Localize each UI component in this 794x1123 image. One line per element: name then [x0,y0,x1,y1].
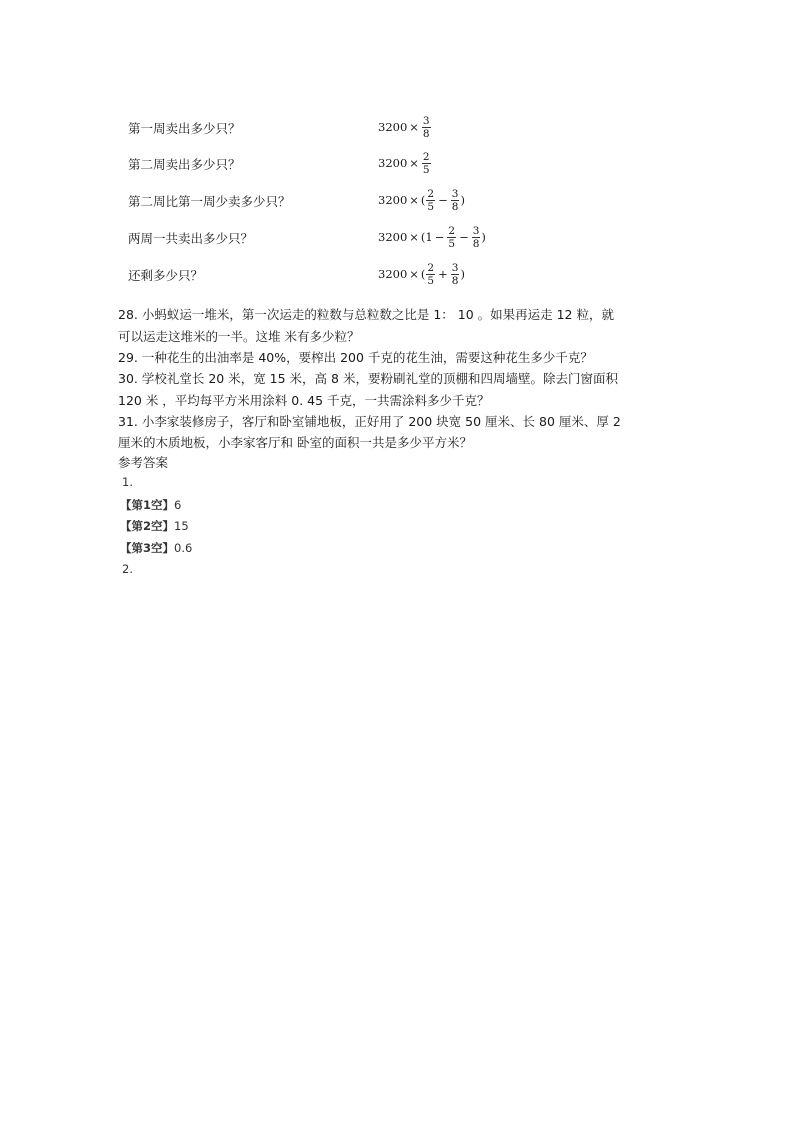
blank-label: 【第1空】 [120,498,175,512]
answer-item-number: 2. [122,562,133,576]
match-question: 两周一共卖出多少只？ [128,231,254,246]
match-question: 第一周卖出多少只？ [128,121,241,136]
expr-base: 3200 [378,267,408,281]
fraction-2-5: $\frac{2}{5}$ [422,150,430,176]
match-row [128,148,488,178]
answer-blank [120,497,181,513]
expr-base: 3200 [378,230,408,244]
answer-blank [120,518,189,534]
blank-value: 6 [174,498,182,512]
match-question: 还剩多少只？ [128,268,204,283]
fraction-3-8: $\frac{3}{8}$ [451,187,459,213]
question-28-line-1: 28. 小蚂蚁运一堆米，第一次运走的粒数与总粒数之比是 1： 10 。如果再运走 12 粒，就 [118,307,614,322]
expr-times: × [409,193,419,207]
blank-label: 【第3空】 [120,541,175,555]
match-question: 第二周比第一周少卖多少只？ [128,194,291,209]
question-31-line-1: 31. 小李家装修房子，客厅和卧室铺地板，正好用了 200 块宽 50 厘米、长 80 厘米、厚 2 [118,414,621,429]
question-30-line-2: 120 米 ，平均每平方米用涂料 0. 45 千克，一共需涂料多少千克？ [118,393,490,408]
fraction-2-5: $\frac{2}{5}$ [427,187,435,213]
expr-base: 3200 [378,193,408,207]
match-expression: 3200 × ( $\frac{2}{5}$ − $\frac{3}{8}$ ) [378,187,465,213]
blank-label: 【第2空】 [120,519,175,533]
expr-base: 3200 [378,120,408,134]
expr-base: 3200 [378,156,408,170]
expr-times: × [409,267,419,281]
match-row [128,185,488,215]
question-29: 29. 一种花生的出油率是 40%，要榨出 200 千克的花生油，需要这种花生多少千克？ [118,350,593,365]
question-28-line-2: 可以运走这堆米的一半。这堆 米有多少粒？ [118,329,360,344]
answer-blank [120,540,192,556]
expr-times: × [409,120,419,134]
answer-item-number: 1. [122,475,133,489]
match-expression [378,148,432,178]
match-expression: 3200 × ( $\frac{2}{5}$ + $\frac{3}{8}$ ) [378,261,465,287]
fraction-3-8: $\frac{3}{8}$ [451,261,459,287]
blank-value: 0.6 [174,541,193,555]
fraction-3-8: $\frac{3}{8}$ [422,114,430,140]
fraction-3-8: $\frac{3}{8}$ [472,224,480,250]
fraction-2-5: $\frac{2}{5}$ [427,261,435,287]
match-row [128,259,488,289]
question-30-line-1: 30. 学校礼堂长 20 米，宽 15 米，高 8 米，要粉刷礼堂的顶棚和四周墙壁。除去门窗面积 [118,371,618,386]
expr-times: × [409,156,419,170]
match-expression [378,112,432,142]
fraction-2-5: $\frac{2}{5}$ [448,224,456,250]
match-row [128,222,488,252]
match-expression: 3200 × (1 − $\frac{2}{5}$ − $\frac{3}{8}$ ) [378,224,486,250]
question-31-line-2: 厘米的木质地板，小李家客厅和 卧室的面积一共是多少平方米？ [118,435,472,450]
blank-value: 15 [174,519,189,533]
expr-times: × [409,230,419,244]
match-row [128,112,488,142]
match-question: 第二周卖出多少只？ [128,157,241,172]
answers-title: 参考答案 [118,455,169,470]
